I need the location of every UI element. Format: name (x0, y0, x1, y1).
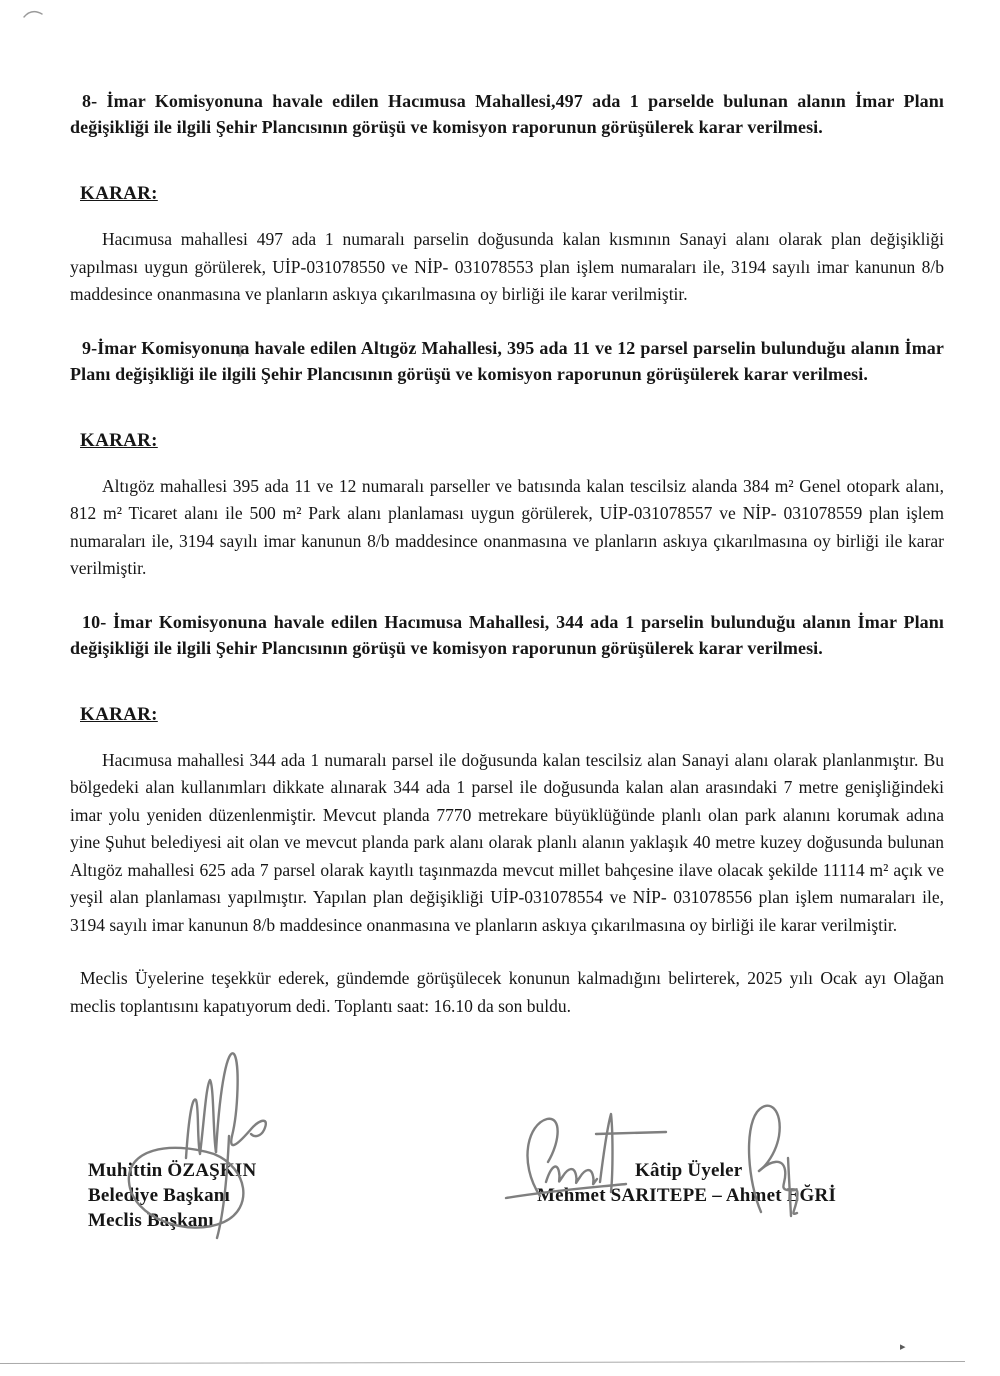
agenda-item-9-heading: 9-İmar Komisyonuna havale edilen Altıgöz Mahallesi, 395 ada 11 ve 12 parsel parselin bulunduğu alanın İmar Planı değişikliği ile ilgili Şehir Plancısının görüşü ve komisyon raporunun görüşülerek karar verilmesi. (70, 337, 944, 384)
clerks-role-label: Kâtip Üyeler (635, 1160, 743, 1181)
chairman-name: Muhittin ÖZAŞKIN (88, 1160, 257, 1181)
agenda-item-8 (70, 88, 944, 309)
scan-artifact-arrow-mark: ▸ (900, 1340, 906, 1353)
agenda-item-9-karar-heading: KARAR: (80, 429, 158, 451)
agenda-item-8-heading: 8- İmar Komisyonuna havale edilen Hacımusa Mahallesi,497 ada 1 parselde bulunan alanın İmar Planı değişikliği ile ilgili Şehir Plancısının görüşü ve komisyon raporunun görüşülerek karar verilmesi. (70, 91, 944, 137)
signature-right-clerks (537, 1158, 836, 1208)
scan-artifact-pencil-mark (22, 8, 44, 20)
agenda-item-8-karar-heading: KARAR: (80, 183, 158, 204)
agenda-item-9 (70, 335, 944, 583)
agenda-item-8-karar-body: Hacımusa mahallesi 497 ada 1 numaralı parselin doğusunda kalan kısmının Sanayi alanı olarak plan değişikliği yapılması uygun görülerek, UİP-031078550 ve NİP- 031078553 plan işlem numaraları ile, 3194 sayılı imar kanunun 8/b maddesince onanmasına ve planların askıya çıkarılmasına oy birliği ile karar verilmiştir. (70, 229, 944, 304)
agenda-item-10 (70, 609, 944, 940)
closing-statement: Meclis Üyelerine teşekkür ederek, gündemde görüşülecek konunun kalmadığını belirterek, 2025 yılı Ocak ayı Olağan meclis toplantısını kapatıyorum dedi. Toplantı saat: 16.10 da son buldu. (70, 968, 944, 1016)
agenda-item-10-karar-body: Hacımusa mahallesi 344 ada 1 numaralı parsel ile doğusunda kalan tescilsiz alan Sanayi alanı olarak planlanmıştır. Bu bölgedeki alan kullanımları dikkate alınarak 344 ada 1 parsel ile doğusunda kalan alan arasındaki 7 metre genişliğindeki imar yolu yeniden düzenlenmiştir. Mevcut planda 7770 metrekare büyüklüğünde planlı olan park alanını korumak adına yine Şuhut belediyesi ait olan ve mevcut planda park alanı olarak planlı alanın yaklaşık 40 metre kuzey doğusunda bulunan Altıgöz mahallesi 625 ada 7 parsel olarak kayıtlı taşınmazda mevcut millet bahçesine ilave olacak şekilde 11114 m² açık ve yeşil alan planlaması yapılmıştır. Yapılan plan değişikliği UİP-031078554 ve NİP- 031078556 plan işlem numaraları ile, 3194 sayılı imar kanunun 8/b maddesince onanmasına ve planların askıya çıkarılmasına oy birliği ile karar verilmiştir. (70, 749, 944, 935)
agenda-item-10-karar-heading: KARAR: (80, 703, 158, 725)
chairman-title-1: Belediye Başkanı (88, 1185, 231, 1206)
document-body (70, 88, 944, 1020)
signature-left-chairman (88, 1158, 256, 1233)
chairman-title-2: Meclis Başkanı (88, 1210, 214, 1231)
signature-block (0, 1040, 1000, 1340)
agenda-item-10-heading: 10- İmar Komisyonuna havale edilen Hacımusa Mahallesi, 344 ada 1 parselin bulunduğu alanın İmar Planı değişikliği ile ilgili Şehir Plancısının görüşü ve komisyon raporunun görüşülerek karar verilmesi. (70, 611, 944, 658)
agenda-item-9-karar-body: Altıgöz mahallesi 395 ada 11 ve 12 numaralı parseller ve batısında kalan tescilsiz alanda 384 m² Genel otopark alanı, 812 m² Ticaret alanı ile 500 m² Park alanı planlaması uygun görülerek, UİP-031078557 ve NİP- 031078559 plan işlem numaraları ile, 3194 sayılı imar kanunun 8/b maddesince onanmasına ve planların askıya çıkarılmasına oy birliği ile karar verilmiştir. (70, 475, 944, 578)
scan-artifact-bottom-edge-line (0, 1361, 965, 1364)
clerks-names: Mehmet SARITEPE – Ahmet EĞRİ (537, 1185, 837, 1206)
